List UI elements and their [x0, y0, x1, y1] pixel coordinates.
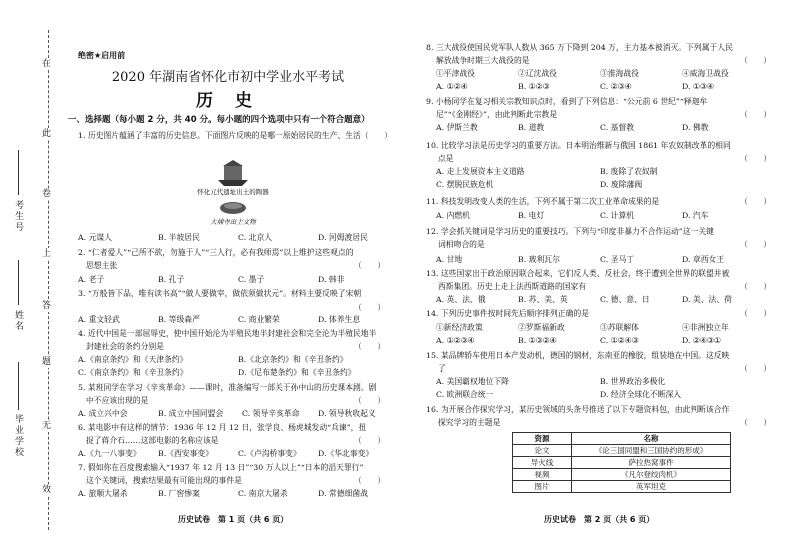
question-5: 5. 某班同学在学习《辛亥革命》——课时，准备编写一部关于孙中山的历史课本剧。剧 中不应该出现的是: [78, 383, 377, 405]
table-cell: 萨拉热窝事件: [572, 457, 731, 469]
option: D. 章西女王: [682, 255, 725, 264]
answer-paren[interactable]: （ ）: [740, 56, 772, 65]
option: C.《卢沟桥事变》: [238, 449, 301, 458]
binding-char: 卷: [42, 189, 52, 199]
option: A. 元谋人: [78, 233, 112, 242]
binding-char: 此: [42, 129, 52, 139]
option: B. 道教: [518, 123, 545, 132]
option: B. 电灯: [518, 211, 545, 220]
option: B. 苏、美、英: [518, 295, 568, 304]
option: B. 等级森严: [158, 315, 200, 324]
option: A. 老子: [78, 275, 105, 284]
answer-paren[interactable]: （ ）: [740, 418, 772, 427]
question-10: 10. 比较学习法是历史学习的重要方法。日本明治维新与俄国 1861 年农奴制改革的相同 点是: [426, 141, 731, 163]
answer-paren[interactable]: （ ）: [740, 197, 772, 206]
option: ④非洲独立年: [682, 323, 729, 332]
option: B. ①②③: [518, 81, 550, 91]
question-2: 2. “仁者爱人”“己所不欲，勿施于人”“三人行，必有我师焉”以上维护这些观点的 思想主张: [78, 248, 354, 270]
school-field: 毕业学校: [13, 414, 23, 458]
name-field: 姓名: [13, 310, 23, 332]
binding-char: 效: [42, 485, 52, 495]
exam-title: 2020 年湖南省怀化市初中学业水平考试: [111, 70, 345, 85]
answer-paren[interactable]: （ ）: [740, 309, 772, 318]
option: B. 半坡居民: [158, 233, 200, 242]
table-row: [513, 445, 731, 457]
question-3: 3. “万般皆下品，唯有读书高”“做人要做宰，做依须做状元”。材料主要反映了宋朝: [78, 289, 362, 298]
option: ③淮海战役: [600, 69, 639, 78]
option: C. 墨子: [238, 275, 265, 284]
option: D. 韩非: [318, 275, 345, 284]
option: D.《尼布楚条约》和《辛丑条约》: [238, 367, 356, 377]
option: A. 重文轻武: [78, 315, 120, 324]
option: D. ①③④: [682, 81, 714, 91]
page-footer-1: 历史试卷 第 1 页（共 6 页）: [178, 515, 289, 524]
option: C. 基督教: [600, 123, 635, 132]
option: A. 成立兴中会: [78, 409, 128, 418]
figure-caption-2: 大埔寺出土文物: [210, 218, 256, 226]
option: D. 体养生息: [318, 315, 361, 324]
option: A. 美国霸权地位下降: [436, 377, 509, 386]
question-16: 16. 为开展合作探究学习，某历史领域的头条号推送了以下专题资料包，由此判断该合作 探究学习的主题是: [426, 405, 730, 427]
binding-char: 题: [42, 357, 52, 367]
figure-caption-1: 怀化元代遗址出土的陶器: [197, 188, 269, 196]
option: B. ①③②④: [518, 335, 557, 345]
options-q15: [436, 376, 681, 401]
option: C. 摆脱民族危机: [436, 179, 494, 189]
option: ②辽沈战役: [518, 69, 557, 78]
option: A. 走上发展资本主义道路: [436, 167, 525, 176]
binding-char: 答: [42, 301, 52, 311]
binding-dashed-line: [48, 30, 49, 530]
option: C. 圣马丁: [600, 255, 635, 264]
option: A. ①②③④: [436, 335, 475, 345]
option: A. 甘地: [436, 255, 463, 264]
option: C.《南京条约》和《辛丑条约》: [78, 367, 188, 377]
option: C. 计算机: [600, 211, 635, 220]
table-cell: 英军坦克: [572, 481, 731, 493]
table-cell: 《凡尔登绞肉机》: [572, 469, 731, 481]
option: D. 废除藩阀: [600, 179, 643, 189]
answer-paren[interactable]: （ ）: [354, 261, 386, 270]
option: C. 北京人: [238, 233, 273, 242]
options-q5: [78, 408, 376, 421]
table-cell: 视频: [513, 469, 572, 481]
question-11: 11. 科技发明改变人类的生活，下列不属于第二次工业革命成果的是: [426, 197, 660, 206]
option: B. 世界政治多极化: [600, 377, 666, 386]
option: A. 内燃机: [436, 211, 470, 220]
option: A.《九一八事变》: [78, 449, 141, 458]
school-line[interactable]: [18, 362, 19, 410]
subject-title: 历 史: [196, 91, 260, 111]
table-header: 资源: [513, 433, 572, 445]
options-q2: [78, 274, 345, 287]
table-row: [513, 457, 731, 469]
option: D. ②④③①: [682, 335, 721, 345]
question-1: 1. 历史图片蕴涵了丰富的历史信息。下面图片反映的是哪一原始居民的生产、生活（ ）: [78, 131, 392, 140]
option: D.《华北事变》: [318, 449, 374, 458]
bowl-artifact-icon: [220, 202, 246, 214]
question-6: 6. 某电影中有这样的情节：1936 年 12 月 12 日，张学良、杨虎城发动“兵谏”，扭 捉了蒋介石……这部电影的名称应该是: [78, 423, 367, 445]
options-q6: [78, 448, 373, 461]
option: D. 经济全球化不断深入: [600, 389, 682, 399]
secret-label: 绝密★启用前: [78, 51, 126, 60]
option: C. 德、意、日: [600, 295, 650, 304]
answer-paren[interactable]: （ ）: [354, 436, 386, 445]
answer-paren[interactable]: （ ）: [354, 342, 386, 351]
option: B. 厂窖惨案: [158, 489, 200, 498]
question-7: 7. 假如你在百度搜索输入“1937 年 12 月 13 日”“30 万人以上”“日本的滔天罪行” 这个关键词，搜索结果最有可能出现的事件是: [78, 463, 364, 485]
question-9: 9. 小杨同学在复习相关宗教知识点时，看到了下列信息：“公元前 6 世纪”“释迦牟 尼”“《金刚经》”，由此判断此宗教是: [426, 97, 708, 119]
answer-paren[interactable]: （ ）: [354, 396, 386, 405]
binding-char: 无: [42, 421, 52, 431]
question-14: 14. 下列历史事件按时间先后顺序排列正确的是: [426, 309, 590, 318]
binding-margin: [0, 0, 60, 560]
answer-paren[interactable]: （ ）: [740, 154, 772, 163]
table-row: [513, 469, 731, 481]
option: B. 玻利瓦尔: [518, 255, 560, 264]
option: B. 成立中国同盟会: [158, 409, 224, 418]
answer-paren[interactable]: （ ）: [740, 282, 772, 291]
section-heading: 一、选择题（每小题 2 分，共 40 分。每小题的四个选项中只有一个符合题意）: [68, 115, 370, 125]
page-footer-2: 历史试卷 第 2 页（共 6 页）: [544, 515, 655, 524]
question-8: 8. 三大战役使国民党军队人数从 365 万下降到 204 万，主力基本被消灭。下列属于人民 解放战争时期三大战役的是: [426, 43, 733, 65]
options-q9: [436, 122, 709, 135]
table-header-row: [513, 433, 731, 445]
option: D. 常德细菌战: [318, 489, 368, 498]
option: A. 旅顺大屠杀: [78, 489, 128, 498]
options-q13: [436, 294, 732, 307]
options-q7: [78, 488, 368, 501]
options-q12: [436, 254, 724, 267]
question-12: 12. 学会抓关键词是学习历史的重要技巧。下列与“印度非暴力不合作运动”这一关键 词相吻合的是: [426, 227, 714, 249]
student-number-field: 考生号: [13, 200, 23, 233]
option: D. 美、法、荷: [682, 295, 732, 304]
options-q14: [436, 322, 729, 347]
options-q4: [78, 354, 356, 379]
option: C. ①②④③: [600, 335, 639, 345]
option: C. 欧洲联合统一: [436, 389, 494, 399]
answer-paren[interactable]: （ ）: [740, 240, 772, 249]
option: A.《南京条约》和《天津条约》: [78, 355, 188, 364]
option: A. 伊斯兰教: [436, 123, 478, 132]
option: B. 孔子: [158, 275, 185, 284]
option: ③苏联解体: [600, 323, 639, 332]
table-cell: 图片: [513, 481, 572, 493]
option: B. 废除了农奴制: [600, 167, 658, 176]
table-cell: 《论三国同盟和三国协约的形成》: [572, 445, 731, 457]
answer-paren[interactable]: （ ）: [740, 110, 772, 119]
binding-char: 在: [42, 59, 52, 69]
options-q8: [436, 68, 729, 93]
option: C. 领导辛亥革命: [242, 409, 300, 418]
options-q11: [436, 210, 709, 223]
option: ①新经济政策: [436, 323, 483, 332]
option: A. 英、法、俄: [436, 295, 486, 304]
answer-paren[interactable]: （ ）: [354, 476, 386, 485]
binding-char: 上: [42, 249, 52, 259]
option: B.《北京条约》和《辛丑条约》: [238, 355, 348, 364]
option: D. 佛教: [682, 123, 709, 132]
table-header: 名称: [572, 433, 731, 445]
option: ②罗斯福新政: [518, 323, 565, 332]
option: D. 领导秋收起义: [318, 409, 376, 418]
option: D. 河姆渡居民: [318, 233, 368, 242]
option: B.《西安事变》: [158, 449, 213, 458]
question-15: 15. 某品牌轿车使用日本产发动机，德国的钢材，东南亚的橡胶，组装地在中国。这反映 了: [426, 351, 730, 373]
options-q3: [78, 314, 360, 327]
answer-paren[interactable]: （ ）: [740, 364, 772, 373]
student-number-line[interactable]: [18, 150, 19, 195]
option: C. 商业繁荣: [238, 315, 280, 324]
question-4: 4. 近代中国是一部屈辱史，使中国开始沦为半殖民地半封建社会和完全沦为半殖民地半 封建社会的条约分别是: [78, 329, 377, 351]
answer-paren[interactable]: （ ）: [354, 303, 386, 312]
option: D. 汽车: [682, 211, 709, 220]
table-cell: 导火线: [513, 457, 572, 469]
options-q1: [78, 232, 368, 245]
option: C. 南京大屠杀: [238, 489, 288, 498]
option: A. ①②④: [436, 81, 468, 91]
option: ①平津战役: [436, 69, 475, 78]
name-line[interactable]: [18, 260, 19, 305]
table-row: [513, 481, 731, 493]
option: C. ②③④: [600, 81, 632, 91]
resource-table: [512, 432, 731, 493]
pottery-artifact-icon: [218, 160, 248, 186]
artifact-figure: [168, 158, 298, 228]
question-13: 13. 这些国家出于政治原因联合起来，它们反人类、反社会，终于遭到全世界的联盟并被 西斯集团。历史上走上法西斯道路的国家有: [426, 269, 730, 291]
option: ④威海卫战役: [682, 69, 729, 78]
options-q10: [436, 166, 657, 191]
table-cell: 论文: [513, 445, 572, 457]
